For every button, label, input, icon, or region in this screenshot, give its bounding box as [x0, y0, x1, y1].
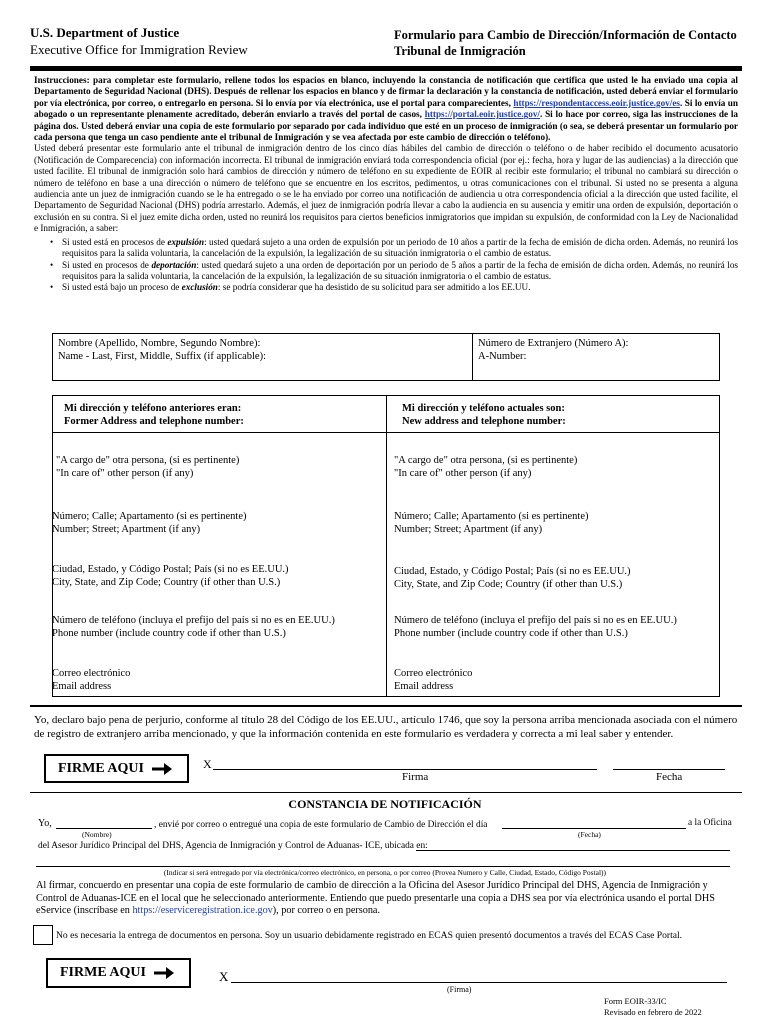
form-title-line1: Formulario para Cambio de Dirección/Información de Contacto [394, 28, 737, 42]
name-box-divider [472, 333, 473, 381]
consequence-list [48, 237, 738, 294]
signature-x: X [203, 757, 212, 771]
form-footer [604, 996, 702, 1018]
curr-heading-es: Mi dirección y teléfono actuales son: [402, 403, 565, 414]
eservice-link[interactable]: https://eserviceregistration.ice.gov [132, 905, 273, 916]
case-portal-link[interactable]: https://portal.eoir.justice.gov/ [424, 109, 540, 120]
arrow-right-icon [154, 967, 174, 979]
form-title [394, 27, 737, 59]
new-phone-field[interactable] [394, 614, 677, 640]
signature-x-2: X [219, 969, 229, 984]
list-item: • Si usted está bajo un proceso de exclusión: se podría considerar que ha desistido de su solicitud para ser admitido a los EE.UU. [48, 282, 738, 293]
label: "A cargo de" otra persona, (si es pertinente) [56, 455, 240, 466]
label: Number; Street; Apartment (if any) [52, 524, 201, 535]
new-city-field[interactable] [394, 565, 631, 591]
label: Número de teléfono (incluya el prefijo del país si no es en EE.UU.) [394, 615, 677, 626]
dept-name: U.S. Department of Justice [30, 25, 180, 40]
service-location-line-2[interactable] [36, 866, 730, 867]
service-location-line[interactable] [416, 850, 730, 851]
revision-date: Revisado en febrero de 2022 [604, 1007, 702, 1017]
label: Correo electrónico [394, 668, 473, 679]
label: Número; Calle; Apartamento (si es pertinente) [394, 511, 589, 522]
name-label-en: Name - Last, First, Middle, Suffix (if applicable): [58, 351, 267, 362]
label: Phone number (include country code if other than U.S.) [394, 628, 628, 639]
service-agree-text: Al firmar, concuerdo en presentar una copia de este formulario de cambio de dirección a la Oficina del Asesor Jurídico Principal del DHS, Agencia de Inmigración y Control de Aduanas-ICE en el local que he seleccionado anteriormente. Entiendo que puedo presentarle una copia a DHS sea por vía electrónica usando el portal DHS eService (inscríbase en [36, 880, 715, 916]
curr-heading-en: New address and telephone number: [402, 416, 566, 427]
name-field[interactable] [58, 337, 266, 363]
sign-here-label: FIRME AQUI [58, 760, 144, 776]
new-street-field[interactable] [394, 510, 588, 536]
service-envie-text: , envié por correo o entregué una copia de este formulario de Cambio de Dirección el día [154, 820, 488, 830]
sign-here-button[interactable] [44, 754, 189, 783]
fecha-label: Fecha [656, 771, 683, 783]
service-name-line[interactable] [56, 828, 152, 829]
service-indicar: (Indicar si será entregado por vía electrónica/correo electrónico, en persona, o por correo (Provea Numero y Calle, Ciudad, Estado, Código Postal)) [163, 868, 607, 877]
service-title: CONSTANCIA DE NOTIFICACIÓN [288, 797, 482, 811]
service-agree-end: ), por correo o en persona. [272, 905, 380, 916]
declaration-rule [30, 705, 742, 707]
instructions-body: Usted deberá presentar este formulario ante el tribunal de inmigración dentro de los cinco días hábiles del cambio de dirección o teléfono o de haber recibido el documento acusatorio (Notificación de Comparecencia) con información incorrecta. El tribunal de inmigración enviará toda correspondencia oficial (por ej.: fecha, hora y lugar de las audiencias) a la dirección que usted facilite. El tribunal de inmigración solo hará cambios de dirección y número de teléfono en su expediente de EOIR al recibir este formulario; el tribunal no cambiará su dirección o número de teléfono en base a una dirección o número de teléfono que se encuentre en los escritos, pedimentos, u otras comunicaciones con el tribunal. Si usted no se presenta a alguna audiencia ante un juez de inmigración cuando se le ha entregado o se le ha enviado por correo una notificación de audiencia u otra correspondencia oficial a la dirección que usted facilite, el Departamento de Seguridad Nacional (DHS) podría arrestarlo. Además, el juez de inmigración podría llevar a cabo la audiencia en su ausencia y emitir una orden de expulsión, deportación o exclusión en su contra. Si el juez emite dicha orden, usted no reunirá los requisitos para ciertos beneficios inmigratorios que impidan su expulsión, de conformidad con la Ley de Nacionalidad e Inmigración, a saber: [34, 143, 738, 234]
list-item: • Si usted está en procesos de expulsión: usted quedará sujeto a una orden de expulsión por un periodo de 10 años a partir de la fecha de emisión de dicha orden. Además, no reunirá los requisitos para la salida voluntaria, la cancelación de la expulsión, la legalización de su situación inmigratoria o el cambio de estatus. [48, 237, 738, 260]
signature-line[interactable] [213, 769, 597, 770]
respondent-portal-link[interactable]: https://respondentaccess.eoir.justice.gov/es [513, 97, 680, 108]
new-email-field[interactable] [394, 667, 472, 693]
prev-phone-field[interactable] [52, 614, 335, 640]
service-fecha-label: (Fecha) [578, 830, 601, 839]
name-label-es: Nombre (Apellido, Nombre, Segundo Nombre): [58, 338, 261, 349]
date-line[interactable] [613, 769, 725, 770]
service-date-line[interactable] [502, 828, 686, 829]
header-left [30, 24, 248, 58]
label: Email address [394, 681, 454, 692]
service-rule [30, 792, 742, 793]
prev-street-field[interactable] [52, 510, 246, 536]
label: Número; Calle; Apartamento (si es pertinente) [52, 511, 247, 522]
prev-heading-es: Mi dirección y teléfono anteriores eran: [64, 403, 242, 414]
arrow-right-icon [152, 763, 172, 775]
firma-label: Firma [402, 771, 429, 783]
label: "In care of" other person (if any) [394, 468, 532, 479]
form-title-line2: Tribunal de Inmigración [394, 44, 526, 58]
label: Email address [52, 681, 112, 692]
label: Ciudad, Estado, y Código Postal; País (si no es EE.UU.) [52, 564, 289, 575]
sign-here-button-2[interactable] [46, 958, 191, 988]
label: Phone number (include country code if other than U.S.) [52, 628, 286, 639]
instructions [34, 75, 738, 294]
service-oficina: a la Oficina [688, 818, 732, 828]
ecas-checkbox-label: No es necesaria la entrega de documentos en persona. Soy un usuario debidamente registrado en ECAS quien presentó documentos a través del ECAS Case Portal. [56, 930, 683, 941]
label: Ciudad, Estado, y Código Postal; País (si no es EE.UU.) [394, 566, 631, 577]
prev-careof-field[interactable] [56, 454, 239, 480]
anumber-field[interactable] [478, 337, 628, 363]
label: "In care of" other person (if any) [56, 468, 194, 479]
prev-address-heading [64, 402, 244, 428]
list-item: • Si usted en procesos de deportación: usted quedará sujeto a una orden de deportación por un periodo de 5 años a partir de la fecha de emisión de dicha orden. Además, no reunirá los requisitos para la salida voluntaria, la cancelación de la expulsión, la legalización de su situación inmigratoria o el cambio de estatus. [48, 260, 738, 283]
prev-email-field[interactable] [52, 667, 130, 693]
ecas-checkbox[interactable] [33, 925, 53, 945]
label: Correo electrónico [52, 668, 131, 679]
label: City, State, and Zip Code; Country (if other than U.S.) [394, 579, 623, 590]
service-nombre-label: (Nombre) [82, 830, 112, 839]
sign-here-label-2: FIRME AQUI [60, 965, 146, 980]
anumber-label-en: A-Number: [478, 351, 527, 362]
new-careof-field[interactable] [394, 454, 577, 480]
label: Number; Street; Apartment (if any) [394, 524, 543, 535]
service-asesor-text: del Asesor Jurídico Principal del DHS, Agencia de Inmigración y Control de Aduanas- ICE, ubicada en: [38, 841, 428, 851]
label: Número de teléfono (incluya el prefijo del país si no es en EE.UU.) [52, 615, 335, 626]
anumber-label-es: Número de Extranjero (Número A): [478, 338, 629, 349]
signature-line-2[interactable] [231, 982, 727, 983]
office-name: Executive Office for Immigration Review [30, 42, 248, 57]
service-agreement [36, 880, 736, 918]
address-divider [386, 395, 387, 697]
declaration: Yo, declaro bajo pena de perjurio, conforme al título 28 del Código de los EE.UU., artículo 1746, que soy la persona arriba mencionada asociada con el número de registro de extranjero arriba mencionado, y que la información contenida en este formulario es verdadera y correcta a mi leal saber y entender. [34, 714, 738, 740]
label: "A cargo de" otra persona, (si es pertinente) [394, 455, 578, 466]
prev-city-field[interactable] [52, 563, 289, 589]
label: City, State, and Zip Code; Country (if other than U.S.) [52, 577, 281, 588]
service-yo: Yo, [38, 818, 52, 829]
address-header-rule [52, 432, 720, 433]
instructions-bold: Instrucciones: para completar este formulario, rellene todos los espacios en blanco, incluyendo la constancia de notificación que certifica que usted le ha enviado una copia al Departamento de Seguridad Nacional (DHS). Después de rellenar los espacios en blanco y de firmar la declaración y la constancia de notificación, usted deberá enviar el formulario por vía electrónica, por correo, o entregarlo en persona. Si lo envía por vía electrónica, use el portal para comparecientes, https://respondentaccess.eoir.justice.gov/es. Si lo envía un abogado o un representante plenamente acreditado, deberán enviarlo a través del portal de casos, https://portal.eoir.justice.gov/. Si lo hace por correo, siga las instrucciones de la página dos. Usted deberá enviar una copia de este formulario por separado por cada individuo que esté en un proceso de inmigración (o sea, se deberá presentar un formulario por cada persona que tenga un caso pendiente ante el tribunal de Inmigración y se vea afectada por este cambio de dirección o teléfono). [34, 75, 739, 143]
header-rule [30, 66, 742, 71]
firma-label-2: (Firma) [447, 985, 472, 994]
form-number: Form EOIR-33/IC [604, 996, 667, 1006]
curr-address-heading [402, 402, 566, 428]
prev-heading-en: Former Address and telephone number: [64, 416, 244, 427]
